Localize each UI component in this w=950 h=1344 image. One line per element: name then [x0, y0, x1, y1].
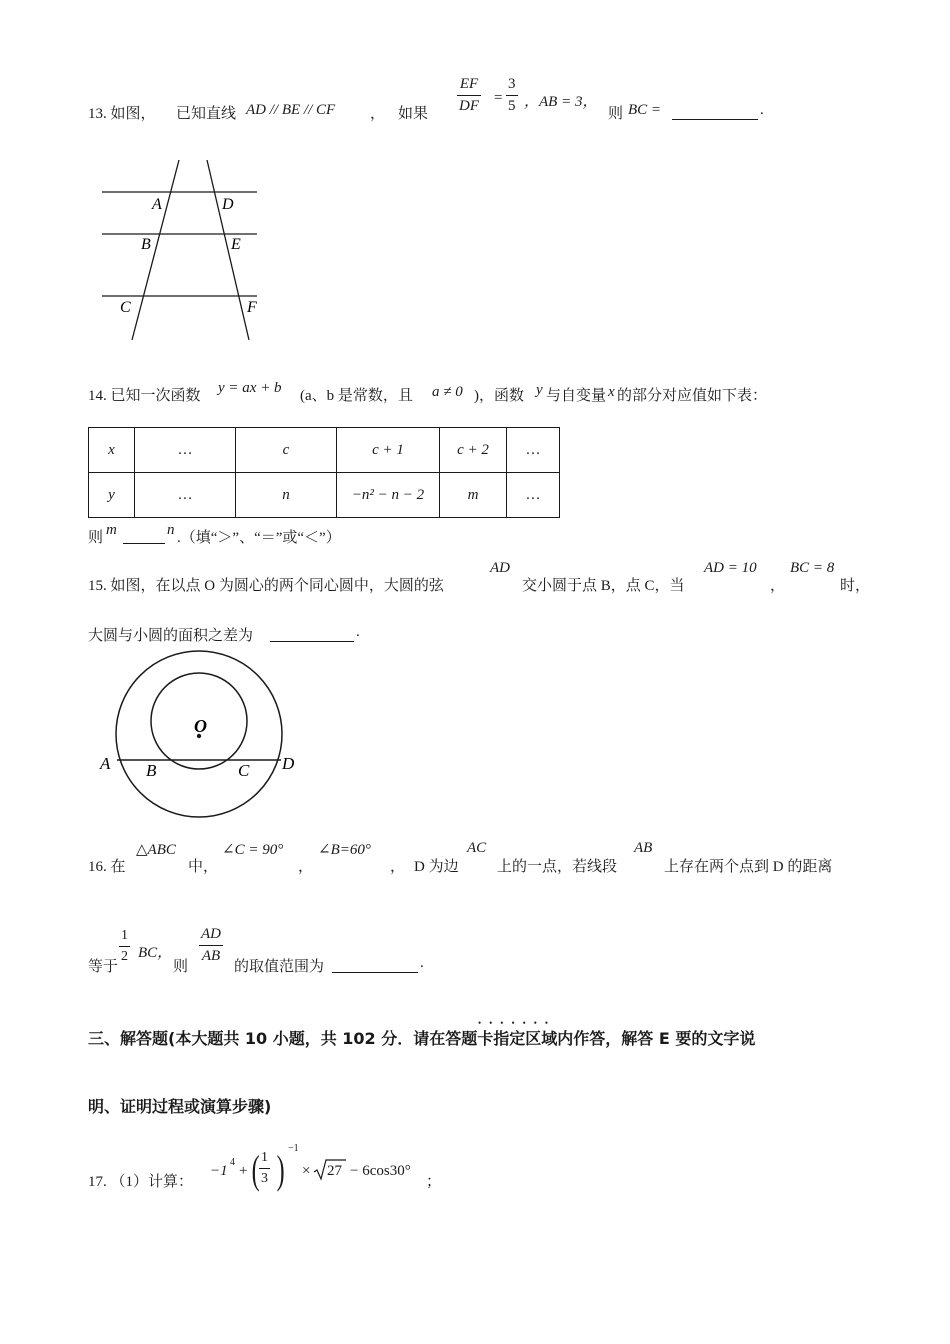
q13-parallel-lines: AD // BE // CF	[246, 102, 336, 118]
q13-ab-expr: ，AB = 3，	[524, 94, 598, 110]
q16-comma2: ，	[390, 859, 406, 875]
q17-prefix: 17. （1）计算：	[88, 1174, 194, 1190]
q13-comma: ，	[370, 106, 386, 122]
q16-bc-text: BC，	[138, 945, 173, 961]
q15-line1: 15. 如图，在以点 O 为圆心的两个同心圆中，大圆的弦	[88, 578, 444, 594]
cell-x-4: c + 2	[440, 428, 507, 473]
q16-rest2: 上存在两个点到 D 的距离	[664, 859, 833, 875]
q15-concentric-circles-figure	[96, 650, 306, 825]
cell-y-2: n	[236, 473, 337, 518]
q15-ad-eq: AD = 10	[704, 560, 757, 576]
q17-paren-open: (	[251, 1147, 260, 1192]
q16-angle-c: ∠C = 90°	[222, 842, 284, 858]
q16-ab: AB	[634, 840, 653, 856]
table-row-x	[89, 428, 560, 473]
cell-y-4: m	[440, 473, 507, 518]
q16-range-text: 的取值范围为	[234, 959, 325, 975]
table-row-y	[89, 473, 560, 518]
q13-frac2-bar	[506, 95, 518, 96]
q14-n-var: n	[167, 522, 175, 538]
q14-answer-suffix: .（填“＞”、“＝”或“＜”）	[177, 530, 341, 546]
q14-function-expr: y = ax + b	[218, 380, 282, 396]
q14-answer-blank[interactable]	[123, 526, 165, 544]
q16-angle-b: ∠B=60°	[318, 842, 371, 858]
label-a: A	[100, 754, 111, 773]
q14-y-var: y	[536, 382, 543, 398]
q17-frac-bar	[259, 1168, 270, 1169]
label-c: C	[238, 761, 250, 780]
cell-y-header: y	[89, 473, 135, 518]
q16-ratio-num: AD	[201, 926, 221, 942]
q17-neg-one: −1	[210, 1163, 228, 1179]
q15-ad: AD	[490, 560, 510, 576]
q13-frac-bar	[457, 95, 481, 96]
label-f: F	[247, 299, 257, 316]
emphasis-dots: •••••••	[478, 1018, 557, 1028]
q13-frac-num: EF	[459, 76, 479, 92]
q16-ratio-bar	[199, 945, 223, 946]
q16-half-num: 1	[121, 928, 128, 943]
q15-line1b: 交小圆于点 B，点 C，当	[522, 578, 685, 594]
label-c: C	[120, 299, 131, 316]
q17-exp-neg1: −1	[288, 1143, 299, 1154]
q16-then-text: 则	[173, 959, 189, 975]
q16-end: .	[420, 955, 424, 971]
q17-times: ×	[302, 1163, 311, 1179]
q13-end: .	[760, 102, 764, 118]
q17-sqrt27: 27	[327, 1163, 342, 1179]
q15-comma: ，	[770, 578, 786, 594]
q15-line2: 大圆与小圆的面积之差为	[88, 628, 254, 644]
q14-rest3-text: 的部分对应值如下表：	[617, 388, 768, 404]
cell-x-header: x	[89, 428, 135, 473]
q14-x-var: x	[608, 384, 615, 400]
label-b: B	[141, 236, 151, 253]
label-b: B	[146, 761, 157, 780]
label-o: O	[194, 716, 207, 736]
q13-equals: =	[494, 90, 503, 106]
transversal-right	[207, 160, 249, 340]
q15-bc-eq: BC = 8	[790, 560, 835, 576]
q13-fraction-3-5	[506, 76, 518, 115]
q14-prefix: 14. 已知一次函数	[88, 388, 201, 404]
transversal-left	[132, 160, 179, 340]
q14-m-var: m	[106, 522, 117, 538]
q17-minus-cos: − 6cos30°	[350, 1163, 411, 1179]
q16-comma1: ，	[298, 859, 314, 875]
q16-answer-blank[interactable]	[332, 955, 418, 973]
q13-three: 3	[508, 76, 516, 92]
q16-ratio-den: AB	[201, 948, 221, 964]
q16-d-text: D 为边	[414, 859, 459, 875]
cell-x-2: c	[236, 428, 337, 473]
q14-rest2-text: 与自变量	[546, 388, 607, 404]
q16-triangle: △ABC	[136, 842, 176, 858]
q16-fraction-ad-ab	[199, 926, 223, 965]
q14-condition: a ≠ 0	[432, 384, 463, 400]
q13-bc-expr: BC =	[628, 102, 662, 118]
section3-heading-line2: 明、证明过程或演算步骤)	[88, 1097, 272, 1116]
q13-given-text: 已知直线	[176, 106, 237, 122]
q15-when: 时，	[840, 578, 871, 594]
cell-x-3: c + 1	[337, 428, 440, 473]
label-d: D	[282, 754, 295, 773]
q13-if-text: 如果	[398, 106, 429, 122]
q14-value-table	[88, 427, 560, 518]
q17-exp-4: 4	[230, 1157, 235, 1168]
q16-ac: AC	[467, 840, 487, 856]
q15-end: .	[356, 624, 360, 640]
q16-fraction-half	[119, 928, 130, 965]
q17-plus: +	[239, 1163, 248, 1179]
q13-fraction-ef-df	[457, 76, 481, 115]
q14-answer-prefix: 则	[88, 530, 104, 546]
q16-prefix: 16. 在	[88, 859, 126, 875]
q17-one: 1	[261, 1150, 268, 1165]
q17-three: 3	[261, 1171, 268, 1186]
q16-half-den: 2	[121, 949, 128, 964]
cell-y-3: −n² − n − 2	[337, 473, 440, 518]
label-e: E	[231, 236, 241, 253]
q13-five: 5	[508, 98, 516, 114]
label-a: A	[152, 196, 162, 213]
q13-frac-den: DF	[459, 98, 479, 114]
q15-answer-blank[interactable]	[270, 624, 354, 642]
q13-then-text: 则	[608, 106, 624, 122]
q13-prefix: 13. 如图，	[88, 106, 156, 122]
q16-mid: 中，	[188, 859, 219, 875]
q17-paren-close: )	[276, 1147, 285, 1192]
q13-answer-blank[interactable]	[672, 102, 758, 120]
cell-x-5: …	[507, 428, 560, 473]
cell-y-1: …	[135, 473, 236, 518]
q14-paren-text: (a、b 是常数，且	[300, 388, 413, 404]
q16-half-bar	[119, 946, 130, 947]
q14-rest-text: )，函数	[474, 388, 524, 404]
cell-x-1: …	[135, 428, 236, 473]
q17-end: ；	[426, 1174, 442, 1190]
label-d: D	[222, 196, 234, 213]
q13-parallel-lines-figure	[95, 150, 270, 350]
q16-line2-prefix: 等于	[88, 959, 119, 975]
q16-rest: 上的一点，若线段	[497, 859, 618, 875]
section3-heading-line1: 三、解答题(本大题共 10 小题，共 102 分．请在答题卡指定区域内作答，解答 E 要的文字说	[88, 1029, 756, 1048]
q17-fraction-third	[259, 1150, 270, 1187]
cell-y-5: …	[507, 473, 560, 518]
